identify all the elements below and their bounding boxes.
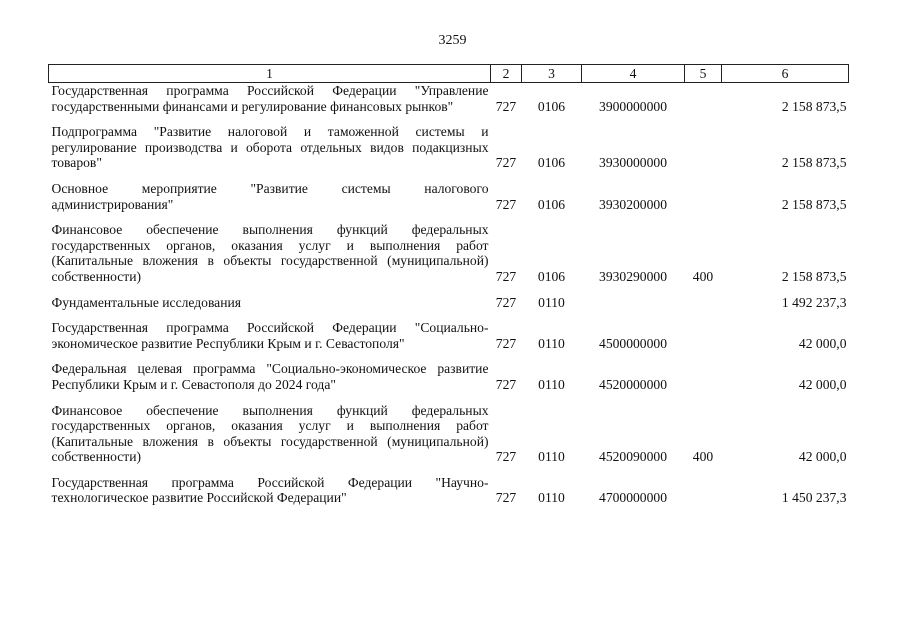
header-col-4: 4 (582, 65, 685, 83)
row-section-code: 0110 (538, 376, 565, 392)
table-row (49, 222, 849, 294)
header-col-1: 1 (49, 65, 491, 83)
row-expense-type (685, 124, 722, 181)
row-amount: 1 450 237,3 (781, 490, 847, 506)
header-row (49, 65, 849, 83)
row-section-code: 0106 (537, 196, 566, 212)
row-target-code: 4500000000 (599, 335, 667, 351)
row-expense-type: 400 (692, 449, 714, 465)
row-amount: 2 158 873,5 (781, 155, 847, 171)
row-ministry-code: 727 (495, 449, 517, 465)
row-amount: 42 000,0 (798, 335, 847, 351)
table-row (49, 295, 849, 321)
header-col-5: 5 (685, 65, 722, 83)
row-description: Федеральная целевая программа "Социально-экономическое развитие Республики Крым и г. Севастополя до 2024 года" (51, 361, 489, 392)
row-amount: 1 492 237,3 (781, 294, 847, 310)
row-description: Финансовое обеспечение выполнения функций федеральных государственных органов, оказания услуг и выполнения работ (Капитальные вложения в объекты государственной (муниципальной) собственности) (51, 402, 489, 465)
row-ministry-code: 727 (495, 98, 517, 114)
table-row (49, 361, 849, 402)
row-ministry-code: 727 (495, 376, 517, 392)
row-description: Государственная программа Российской Федерации "Управление государственными финансами и регулирование финансовых рынков" (51, 83, 489, 114)
row-target-code: 3900000000 (599, 98, 667, 114)
row-section-code: 0106 (537, 155, 566, 171)
row-section-code: 0110 (538, 294, 565, 310)
row-section-code: 0106 (537, 98, 566, 114)
row-expense-type (685, 475, 722, 516)
row-section-code: 0110 (538, 335, 565, 351)
row-description: Государственная программа Российской Федерации "Социально-экономическое развитие Республики Крым и г. Севастополя" (51, 320, 489, 351)
row-target-code: 4520090000 (599, 449, 667, 465)
row-amount: 42 000,0 (798, 376, 847, 392)
header-col-6: 6 (722, 65, 849, 83)
table-row (49, 320, 849, 361)
row-ministry-code: 727 (495, 155, 517, 171)
header-col-3: 3 (522, 65, 582, 83)
row-ministry-code: 727 (495, 294, 517, 310)
row-amount: 2 158 873,5 (781, 268, 847, 284)
row-target-code: 4520000000 (599, 376, 667, 392)
row-description: Подпрограмма "Развитие налоговой и таможенной системы и регулирование производства и оборота отдельных видов подакцизных товаров" (51, 124, 489, 171)
row-target-code: 4700000000 (599, 490, 667, 506)
row-target-code: 3930290000 (599, 268, 667, 284)
table-body (49, 83, 849, 517)
row-target-code: 3930000000 (599, 155, 667, 171)
row-expense-type: 400 (692, 268, 714, 284)
page-number: 3259 (438, 33, 467, 48)
row-description: Основное мероприятие "Развитие системы налогового администрирования" (51, 180, 489, 212)
row-target-code (582, 295, 685, 321)
row-expense-type (685, 83, 722, 125)
row-expense-type (685, 181, 722, 222)
row-amount: 42 000,0 (798, 449, 847, 465)
row-ministry-code: 727 (495, 196, 517, 212)
row-target-code: 3930200000 (599, 196, 667, 212)
row-ministry-code: 727 (495, 335, 517, 351)
row-amount: 2 158 873,5 (781, 98, 847, 114)
table-row (49, 181, 849, 222)
row-description: Финансовое обеспечение выполнения функций федеральных государственных органов, оказания услуг и выполнения работ (Капитальные вложения в объекты государственной (муниципальной) собственности) (51, 222, 489, 284)
budget-table (48, 64, 849, 516)
table-row (49, 124, 849, 181)
row-expense-type (685, 361, 722, 402)
row-description: Государственная программа Российской Федерации "Научно-технологическое развитие Российской Федерации" (51, 474, 489, 506)
row-amount: 2 158 873,5 (781, 196, 847, 212)
table-row (49, 403, 849, 475)
table-row (49, 83, 849, 125)
row-expense-type (685, 320, 722, 361)
table-header (49, 65, 849, 83)
table-row (49, 475, 849, 516)
row-ministry-code: 727 (495, 490, 517, 506)
row-description: Фундаментальные исследования (51, 294, 242, 310)
row-section-code: 0110 (538, 449, 565, 465)
header-col-2: 2 (491, 65, 522, 83)
row-section-code: 0106 (537, 268, 566, 284)
row-section-code: 0110 (538, 490, 565, 506)
row-expense-type (685, 295, 722, 321)
row-ministry-code: 727 (495, 268, 517, 284)
